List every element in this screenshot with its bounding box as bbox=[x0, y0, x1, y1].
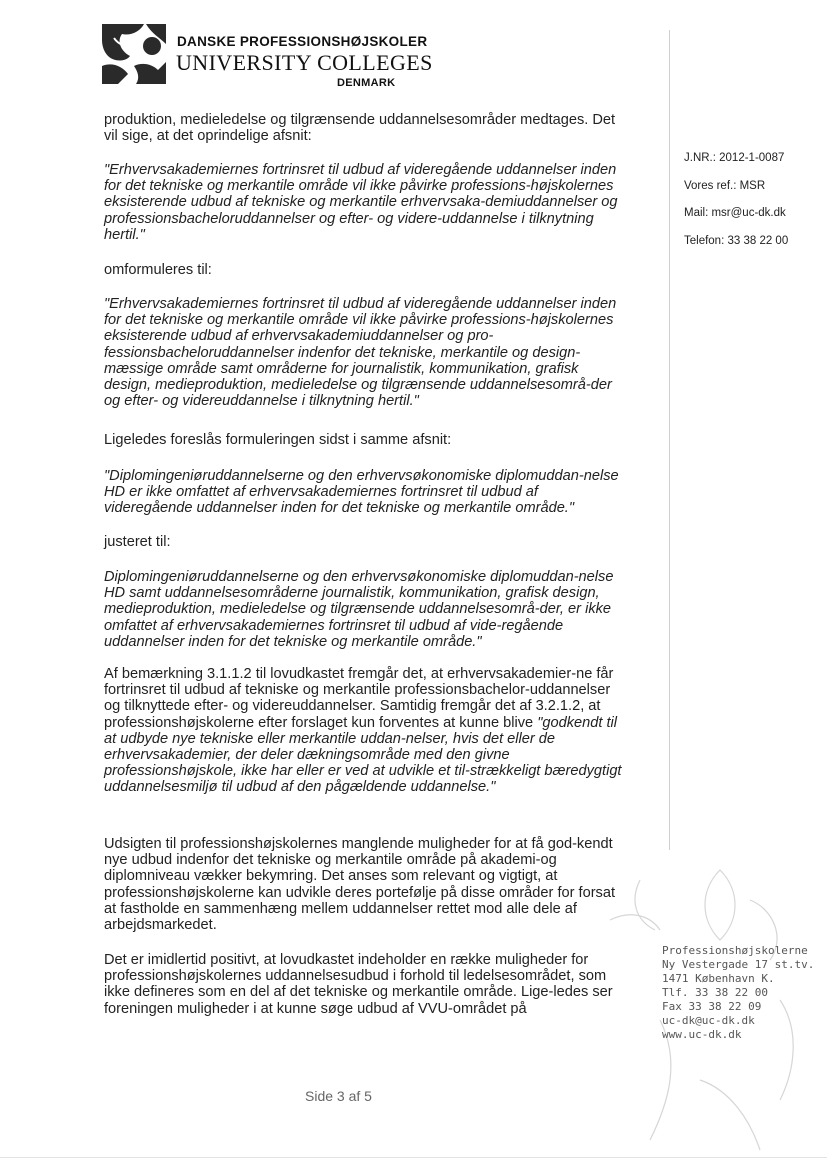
quote-reformulated-1 bbox=[104, 296, 624, 409]
paragraph-adjusted bbox=[104, 534, 624, 550]
margin-divider bbox=[669, 30, 670, 850]
bottom-edge bbox=[0, 1157, 827, 1158]
page-number: Side 3 af 5 bbox=[305, 1088, 372, 1104]
quote-text: "Erhvervsakademiernes fortrinsret til udbud af videregående uddannelser inden for det tekniske og merkantile område vil ikke påvirke professions-højskolernes eksisterende udbud af tekniske og merkantile erhvervsaka-demiuddannelser og professionsbacheloruddannelser og efter- og videre-uddannelse i tilknytning hertil." bbox=[104, 162, 618, 243]
paragraph-text: omformuleres til: bbox=[104, 262, 212, 278]
contact-mail: Mail: msr@uc-dk.dk bbox=[684, 207, 786, 219]
quote-text: "Erhvervsakademiernes fortrinsret til udbud af videregående uddannelser inden for det tekniske og merkantile område vil ikke påvirke professions-højskolernes eksisterende udbud af erhvervsakademiuddannelser og pro-fessionsbacheloruddannelser indenfor det tekniske, merkantile og design-mæssige område samt områderne for journalistik, kommunikation, grafisk design, medieproduktion, medieledelse og tilgrænsende uddannelsesområ-der og efter- og videreuddannelse i tilknytning hertil." bbox=[104, 296, 617, 410]
quote-text: Diplomingeniøruddannelserne og den erhvervsøkonomiske diplomuddan-nelse HD samt uddannelsesområderne journalistik, kommunikation, grafisk design, medieproduktion, medieledelse og tilgrænsende uddannelsesområ-der, er ikke omfattet af erhvervsakademiernes fortrinsret til udbud af vide-regående uddannelser inden for det tekniske og merkantile område." bbox=[104, 569, 614, 650]
quote-original-2 bbox=[104, 468, 624, 517]
our-reference: Vores ref.: MSR bbox=[684, 180, 766, 192]
paragraph-text: Det er imidlertid positivt, at lovudkastet indeholder en række muligheder for professionshøjskolernes uddannelsesudbud i forhold til ledelsesområdet, som ikke defineres som en del af det tekniske og merkantile område. Lige-ledes ser foreningen muligheder i at kunne søge udbud af VVU-området på bbox=[104, 952, 613, 1017]
organization-logo bbox=[100, 22, 168, 86]
quote-text: "Diplomingeniøruddannelserne og den erhvervsøkonomiske diplomuddan-nelse HD er ikke omfattet af erhvervsakademiernes fortrinsret til udbud af videregående uddannelser inden for det tekniske og merkantile område." bbox=[104, 468, 619, 517]
remark-quote: "godkendt til at udbyde nye tekniske eller merkantile uddan-nelser, hvis det eller de erhvervsakademier, der deler dækningsområde med den givne professionshøjskole, ikke har eller er ved at udvikle et til-strækkeligt bæredygtigt uddannelsesmiljø til udbud af den pågældende uddannelse." bbox=[104, 714, 622, 796]
quote-adjusted-2 bbox=[104, 569, 624, 650]
address-email: uc-dk@uc-dk.dk bbox=[662, 1014, 755, 1027]
remark-text: Af bemærkning 3.1.1.2 til lovudkastet fremgår det, at erhvervsakademier-ne får fortrinsret til udbud af tekniske og merkantile professionsbachelor-uddannelser og tilknyttede efter- og videreuddannelser. Samtidig fremgår det af 3.2.1.2, at professionshøjskolerne efter forslaget kun forventes at kunne blive bbox=[104, 666, 614, 731]
org-name-danish: DANSKE PROFESSIONSHØJSKOLER bbox=[177, 34, 428, 49]
address-phone: Tlf. 33 38 22 00 bbox=[662, 986, 768, 999]
paragraph-text: produktion, medieledelse og tilgrænsende uddannelsesområder medtages. Det vil sige, at det oprindelige afsnit: bbox=[104, 112, 616, 145]
journal-number: J.NR.: 2012-1-0087 bbox=[684, 152, 785, 164]
address-web: www.uc-dk.dk bbox=[662, 1028, 742, 1041]
paragraph-intro bbox=[104, 112, 624, 144]
address-street: Ny Vestergade 17 st.tv. bbox=[662, 958, 815, 971]
address-city: 1471 København K. bbox=[662, 972, 775, 985]
paragraph-reformulated bbox=[104, 262, 624, 278]
paragraph-likewise bbox=[104, 432, 624, 448]
paragraph-text: Udsigten til professionshøjskolernes manglende muligheder for at få god-kendt nye udbud indenfor det tekniske og merkantile område på akademi-og diplomniveau vækker bekymring. Det anses som relevant og vigtigt, at professionshøjskolerne kan udvikle deres portefølje på disse områder for forsat at fastholde en sammenhæng mellem uddannelser rettet mod alle dele af arbejdsmarkedet. bbox=[104, 836, 616, 934]
paragraph-text: Ligeledes foreslås formuleringen sidst i samme afsnit: bbox=[104, 432, 452, 448]
paragraph-positive bbox=[104, 952, 624, 1017]
org-name-english: UNIVERSITY COLLEGES bbox=[176, 50, 433, 75]
paragraph-text: justeret til: bbox=[104, 534, 171, 550]
paragraph-concern bbox=[104, 836, 624, 933]
contact-phone: Telefon: 33 38 22 00 bbox=[684, 235, 789, 247]
paragraph-remark bbox=[104, 666, 624, 796]
quote-original-1 bbox=[104, 162, 624, 243]
address-name: Professionshøjskolerne bbox=[662, 944, 808, 957]
address-fax: Fax 33 38 22 09 bbox=[662, 1000, 762, 1013]
org-country: DENMARK bbox=[337, 77, 396, 89]
